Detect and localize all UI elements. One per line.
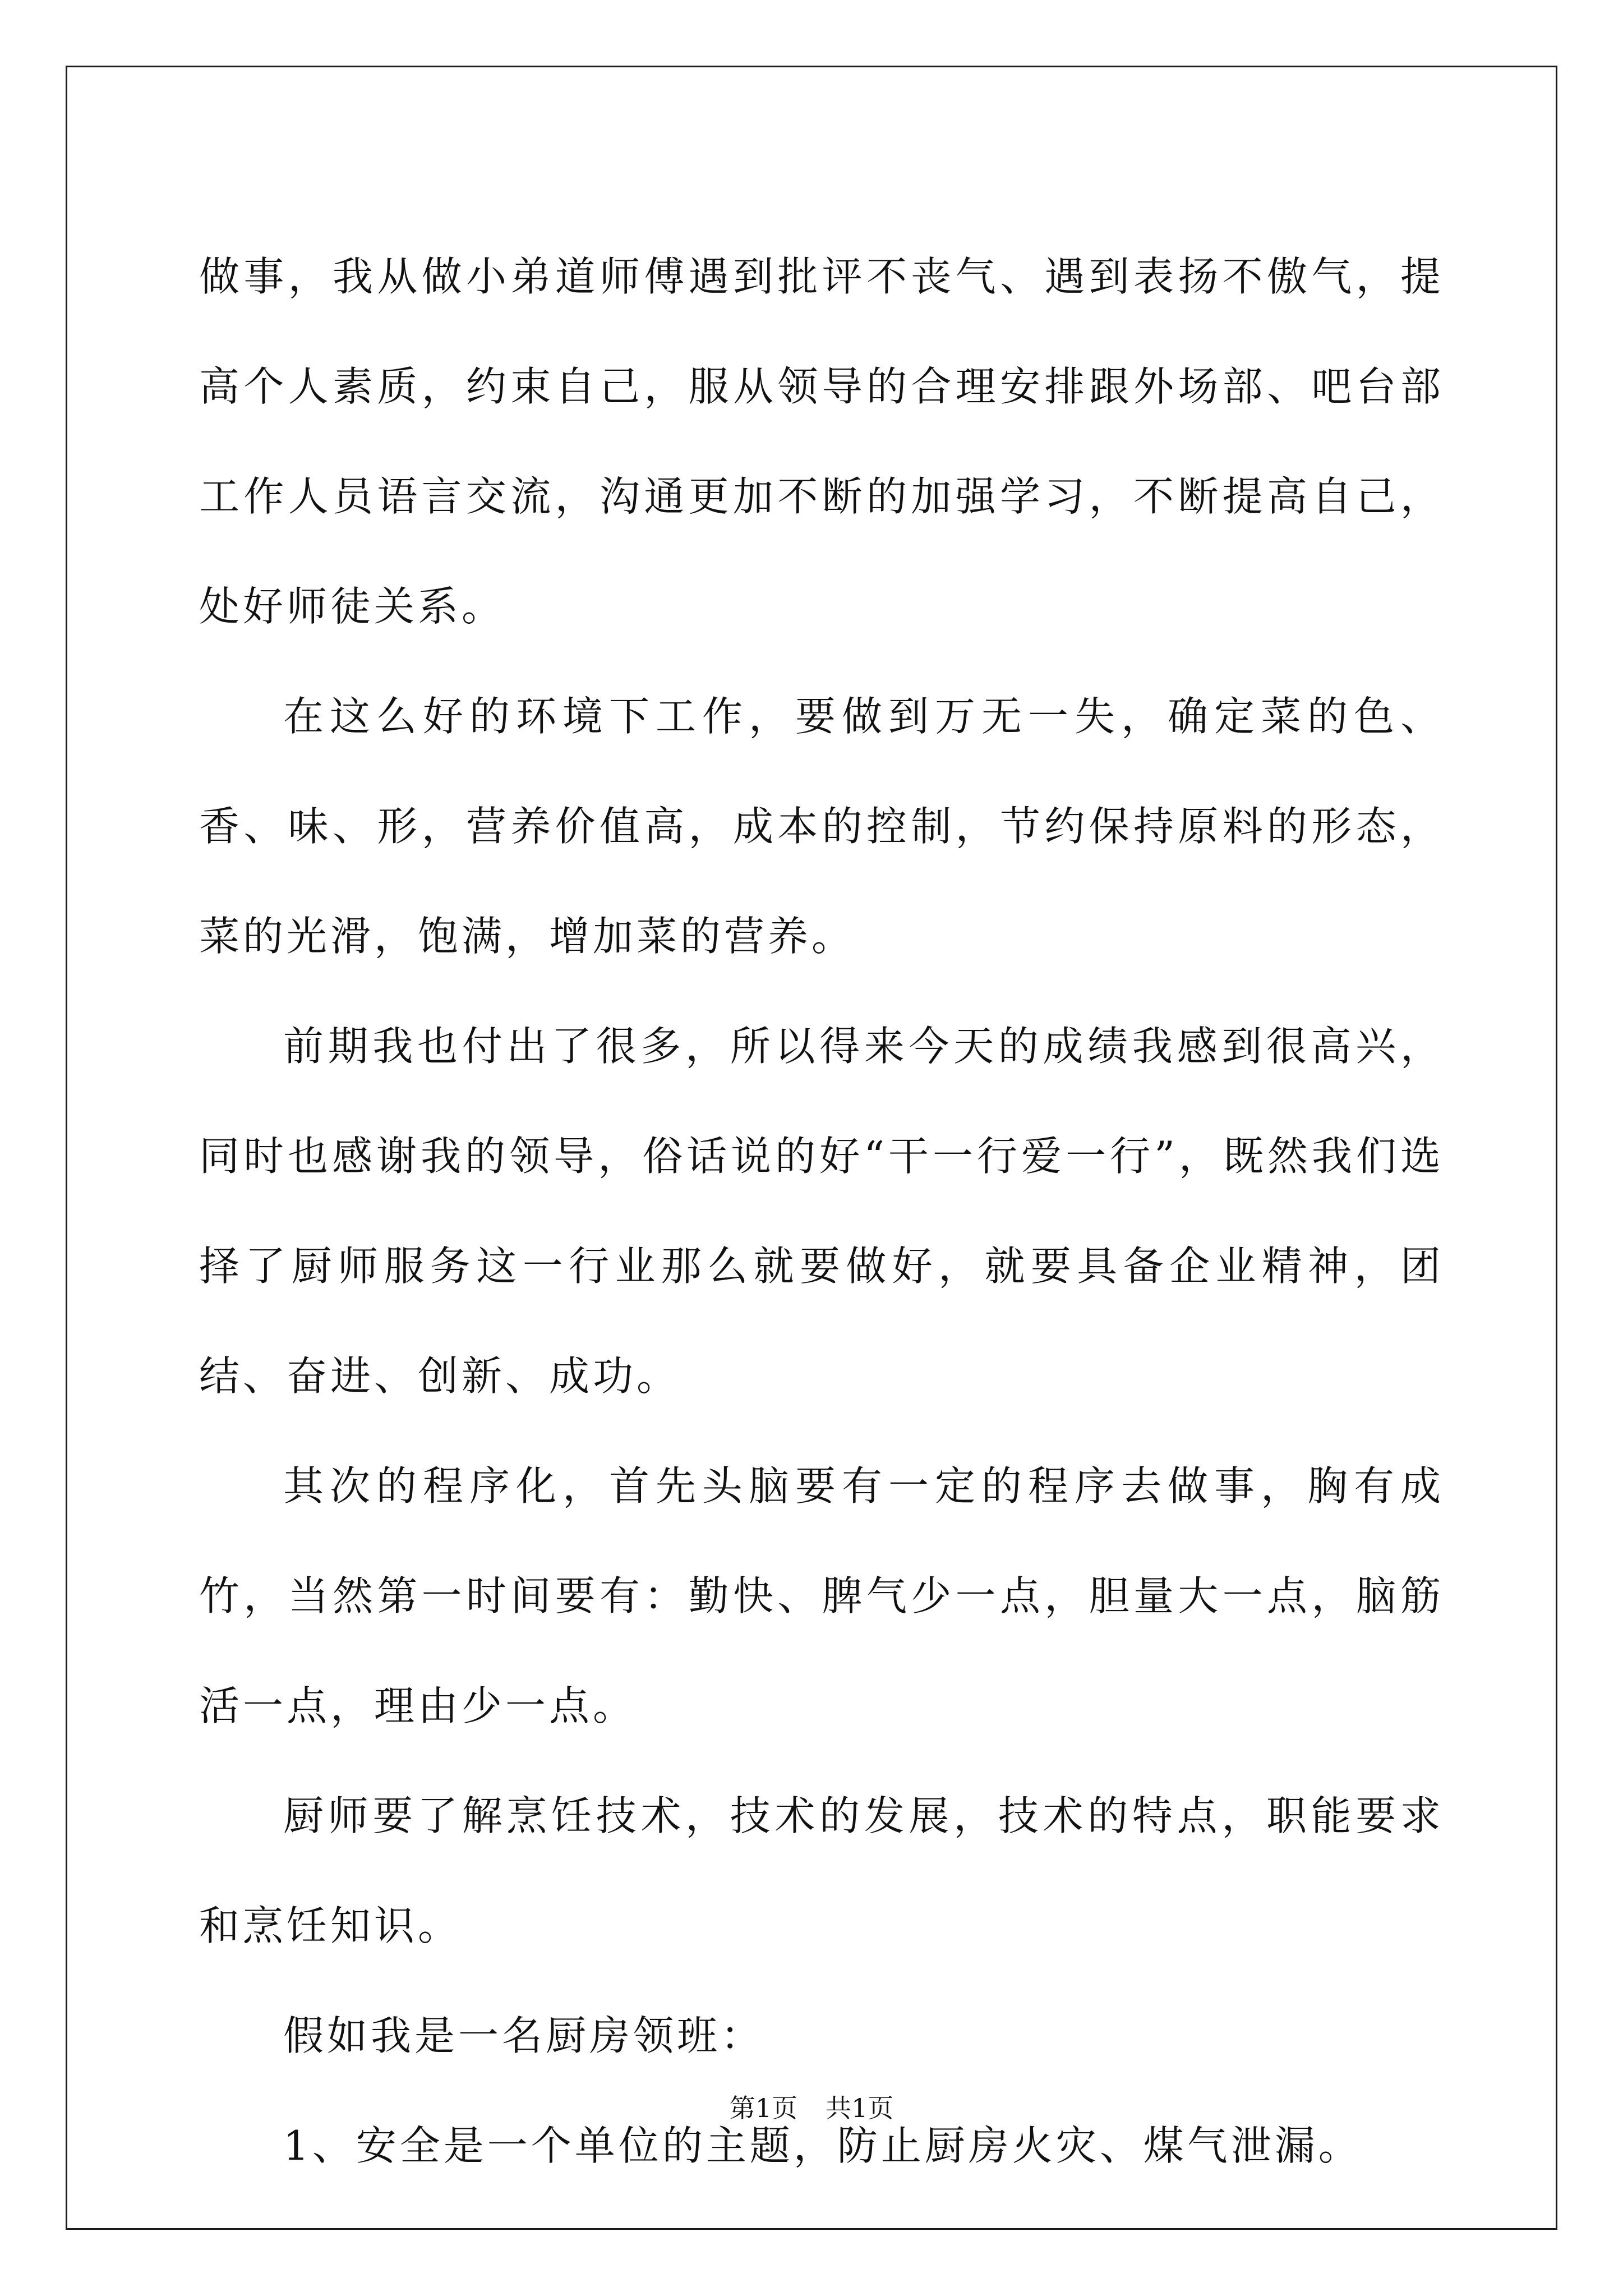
paragraph-7: 1、安全是一个单位的主题，防止厨房火灾、煤气泄漏。 [283, 2122, 1362, 2169]
paragraph-4: 其次的程序化，首先头脑要有一定的程序去做事，胸有成竹，当然第一时间要有：勤快、脾气少一点，胆量大一点，脑筋活一点，理由少一点。 [199, 1462, 1444, 1729]
page-number: 第1页 [729, 2093, 797, 2123]
page-footer [0, 2091, 1623, 2125]
paragraph-5: 厨师要了解烹饪技术，技术的发展，技术的特点，职能要求和烹饪知识。 [199, 1792, 1444, 1949]
paragraph-1: 做事，我从做小弟道师傅遇到批评不丧气、遇到表扬不傲气，提高个人素质，约束自己，服从领导的合理安排跟外场部、吧台部工作人员语言交流，沟通更加不断的加强学习，不断提高自己，处好师徒关系。 [199, 253, 1444, 630]
paragraph-3: 前期我也付出了很多，所以得来今天的成绩我感到很高兴，同时也感谢我的领导，俗话说的好“干一行爱一行”，既然我们选择了厨师服务这一行业那么就要做好，就要具备企业精神，团结、奋进、创新、成功。 [199, 1023, 1444, 1400]
paragraph-2: 在这么好的环境下工作，要做到万无一失，确定菜的色、香、味、形，营养价值高，成本的控制，节约保持原料的形态，菜的光滑，饱满，增加菜的营养。 [199, 693, 1444, 960]
document-body [199, 222, 1444, 2201]
paragraph-6: 假如我是一名厨房领班： [283, 2012, 765, 2059]
page-total: 共1页 [826, 2093, 894, 2123]
